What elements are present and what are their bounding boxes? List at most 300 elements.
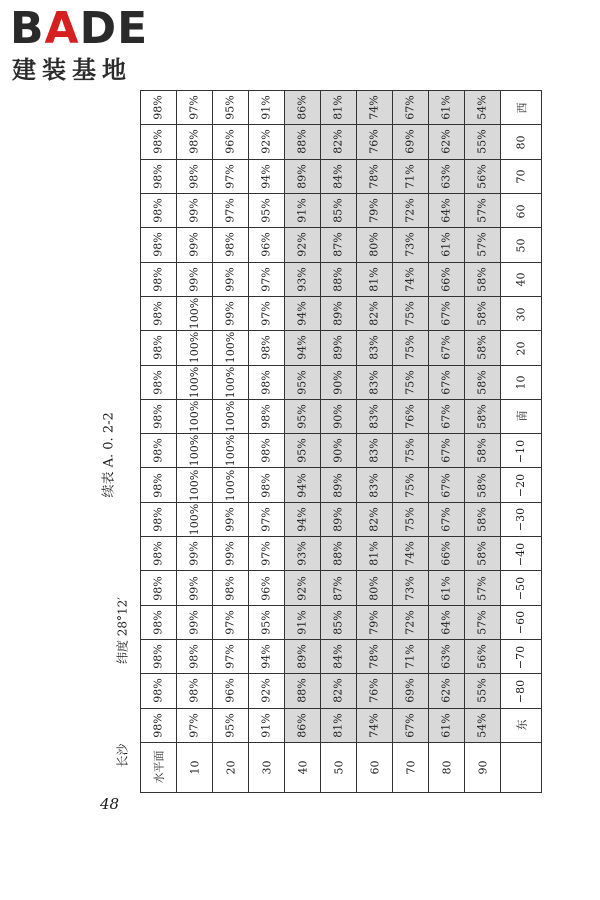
direction-label: −40 bbox=[514, 542, 528, 566]
table-cell bbox=[249, 708, 285, 742]
table-cell bbox=[141, 708, 177, 742]
table-cell bbox=[465, 399, 501, 433]
table-cell bbox=[177, 159, 213, 193]
table-cell bbox=[249, 571, 285, 605]
cell-value: 81% bbox=[331, 713, 345, 738]
table-cell bbox=[249, 537, 285, 571]
cell-value: 56% bbox=[475, 164, 489, 189]
cell-value: 94% bbox=[259, 164, 273, 189]
cell-value: 58% bbox=[475, 335, 489, 361]
cell-value: 76% bbox=[367, 129, 381, 155]
cell-value: 98% bbox=[151, 507, 165, 532]
cell-value: 95% bbox=[223, 713, 237, 738]
cell-value: 98% bbox=[259, 404, 273, 429]
table-cell bbox=[465, 365, 501, 399]
cell-value: 97% bbox=[259, 507, 273, 532]
table-row bbox=[141, 674, 542, 708]
table-cell bbox=[213, 434, 249, 468]
cell-value: 81% bbox=[331, 95, 345, 120]
direction-header bbox=[501, 434, 542, 468]
table-cell bbox=[321, 193, 357, 227]
cell-value: 85% bbox=[331, 198, 345, 223]
cell-value: 67% bbox=[403, 713, 417, 738]
cell-value: 90% bbox=[331, 404, 345, 429]
table-cell bbox=[285, 571, 321, 605]
cell-value: 89% bbox=[295, 644, 309, 669]
cell-value: 98% bbox=[151, 129, 165, 155]
table-cell bbox=[213, 537, 249, 571]
cell-value: 92% bbox=[295, 232, 309, 258]
cell-value: 86% bbox=[295, 713, 309, 738]
cell-value: 66% bbox=[439, 541, 453, 566]
cell-value: 88% bbox=[331, 541, 345, 566]
angle-label: 80 bbox=[440, 760, 453, 775]
table-cell bbox=[321, 640, 357, 674]
cell-value: 64% bbox=[439, 198, 453, 223]
table-cell bbox=[141, 434, 177, 468]
cell-value: 98% bbox=[187, 164, 201, 189]
table-cell bbox=[393, 331, 429, 365]
cell-value: 90% bbox=[331, 438, 345, 464]
cell-value: 81% bbox=[367, 266, 381, 292]
cell-value: 84% bbox=[331, 644, 345, 669]
table-cell bbox=[429, 605, 465, 639]
table-cell bbox=[285, 434, 321, 468]
table-cell bbox=[285, 537, 321, 571]
table-cell bbox=[393, 193, 429, 227]
table-cell bbox=[357, 640, 393, 674]
direction-label: −60 bbox=[514, 611, 528, 635]
cell-value: 95% bbox=[259, 610, 273, 635]
table-cell bbox=[177, 331, 213, 365]
table-cell bbox=[177, 434, 213, 468]
table-cell bbox=[429, 228, 465, 262]
table-cell bbox=[249, 640, 285, 674]
table-cell bbox=[177, 537, 213, 571]
corner-cell bbox=[501, 742, 542, 792]
direction-label: 60 bbox=[514, 204, 528, 219]
table-cell bbox=[249, 91, 285, 125]
cell-value: 91% bbox=[295, 610, 309, 635]
direction-header bbox=[501, 468, 542, 502]
cell-value: 98% bbox=[187, 644, 201, 669]
cell-value: 66% bbox=[439, 266, 453, 292]
table-cell bbox=[393, 365, 429, 399]
table-cell bbox=[429, 434, 465, 468]
cell-value: 75% bbox=[403, 507, 417, 532]
cell-value: 100% bbox=[187, 297, 201, 330]
table-cell bbox=[213, 125, 249, 159]
cell-value: 67% bbox=[439, 507, 453, 532]
table-cell bbox=[393, 640, 429, 674]
table-row bbox=[141, 434, 542, 468]
cell-value: 97% bbox=[223, 164, 237, 189]
cell-value: 61% bbox=[439, 232, 453, 258]
cell-value: 98% bbox=[151, 95, 165, 120]
angle-label: 90 bbox=[476, 760, 489, 775]
direction-header bbox=[501, 262, 542, 296]
cell-value: 84% bbox=[331, 164, 345, 189]
table-cell bbox=[177, 605, 213, 639]
cell-value: 67% bbox=[439, 369, 453, 395]
cell-value: 67% bbox=[439, 438, 453, 464]
cell-value: 98% bbox=[151, 438, 165, 464]
table-cell bbox=[141, 125, 177, 159]
direction-label: 10 bbox=[514, 375, 528, 390]
direction-header bbox=[501, 159, 542, 193]
cell-value: 100% bbox=[223, 366, 237, 398]
cell-value: 61% bbox=[439, 575, 453, 601]
table-cell bbox=[213, 502, 249, 536]
angle-header bbox=[141, 742, 177, 792]
table-cell bbox=[141, 537, 177, 571]
cell-value: 72% bbox=[403, 198, 417, 223]
table-cell bbox=[249, 159, 285, 193]
direction-label: −20 bbox=[514, 473, 528, 498]
table-cell bbox=[429, 365, 465, 399]
table-cell bbox=[213, 296, 249, 330]
table-cell bbox=[141, 674, 177, 708]
cell-value: 69% bbox=[403, 678, 417, 704]
cell-value: 97% bbox=[223, 644, 237, 669]
cell-value: 96% bbox=[223, 678, 237, 704]
cell-value: 63% bbox=[439, 164, 453, 189]
angle-header bbox=[429, 742, 465, 792]
table-cell bbox=[177, 502, 213, 536]
cell-value: 96% bbox=[259, 575, 273, 601]
cell-value: 75% bbox=[403, 335, 417, 361]
table-cell bbox=[357, 193, 393, 227]
data-table bbox=[140, 90, 542, 793]
table-cell bbox=[177, 571, 213, 605]
table-cell bbox=[177, 228, 213, 262]
cell-value: 83% bbox=[367, 369, 381, 395]
cell-value: 80% bbox=[367, 232, 381, 258]
table-row bbox=[141, 640, 542, 674]
table-cell bbox=[141, 365, 177, 399]
table-cell bbox=[141, 399, 177, 433]
angle-label: 10 bbox=[188, 760, 201, 775]
direction-header bbox=[501, 365, 542, 399]
cell-value: 74% bbox=[403, 541, 417, 566]
table-row bbox=[141, 193, 542, 227]
cell-value: 92% bbox=[259, 129, 273, 155]
direction-header bbox=[501, 502, 542, 536]
cell-value: 55% bbox=[475, 678, 489, 704]
data-table-container bbox=[140, 90, 530, 792]
logo-wordmark: BADE bbox=[10, 3, 149, 54]
cell-value: 82% bbox=[331, 678, 345, 704]
direction-label: −70 bbox=[514, 645, 528, 669]
cell-value: 93% bbox=[295, 266, 309, 292]
cell-value: 79% bbox=[367, 198, 381, 223]
cell-value: 71% bbox=[403, 644, 417, 669]
cell-value: 67% bbox=[439, 301, 453, 326]
cell-value: 74% bbox=[403, 266, 417, 292]
table-cell bbox=[249, 365, 285, 399]
table-cell bbox=[285, 674, 321, 708]
direction-label: −10 bbox=[514, 439, 528, 463]
table-cell bbox=[465, 640, 501, 674]
cell-value: 98% bbox=[151, 575, 165, 601]
direction-label: −80 bbox=[514, 679, 528, 704]
cell-value: 57% bbox=[475, 575, 489, 601]
table-row bbox=[141, 125, 542, 159]
table-cell bbox=[321, 537, 357, 571]
table-cell bbox=[357, 571, 393, 605]
table-cell bbox=[213, 674, 249, 708]
table-cell bbox=[321, 708, 357, 742]
cell-value: 76% bbox=[403, 404, 417, 429]
table-cell bbox=[285, 502, 321, 536]
table-cell bbox=[213, 468, 249, 502]
latitude-box bbox=[110, 590, 134, 670]
cell-value: 73% bbox=[403, 575, 417, 601]
cell-value: 100% bbox=[187, 400, 201, 433]
table-cell bbox=[357, 262, 393, 296]
table-cell bbox=[213, 159, 249, 193]
cell-value: 94% bbox=[295, 472, 309, 498]
direction-label: 南 bbox=[515, 410, 528, 422]
cell-value: 91% bbox=[259, 713, 273, 738]
cell-value: 62% bbox=[439, 678, 453, 704]
table-cell bbox=[465, 502, 501, 536]
table-cell bbox=[213, 365, 249, 399]
table-cell bbox=[357, 91, 393, 125]
table-row bbox=[141, 708, 542, 742]
cell-value: 73% bbox=[403, 232, 417, 258]
table-cell bbox=[213, 262, 249, 296]
table-row bbox=[141, 502, 542, 536]
table-row bbox=[141, 468, 542, 502]
cell-value: 75% bbox=[403, 472, 417, 498]
cell-value: 54% bbox=[475, 95, 489, 120]
angle-header-row bbox=[141, 742, 542, 792]
direction-header bbox=[501, 296, 542, 330]
table-cell bbox=[213, 331, 249, 365]
table-cell bbox=[357, 125, 393, 159]
table-cell bbox=[177, 91, 213, 125]
table-cell bbox=[429, 125, 465, 159]
table-cell bbox=[285, 365, 321, 399]
direction-header bbox=[501, 571, 542, 605]
direction-label: 40 bbox=[514, 272, 528, 287]
table-cell bbox=[429, 571, 465, 605]
table-cell bbox=[141, 262, 177, 296]
table-cell bbox=[285, 708, 321, 742]
table-cell bbox=[429, 708, 465, 742]
table-cell bbox=[465, 468, 501, 502]
table-row bbox=[141, 331, 542, 365]
table-cell bbox=[321, 674, 357, 708]
cell-value: 98% bbox=[151, 610, 165, 635]
table-cell bbox=[213, 605, 249, 639]
table-cell bbox=[321, 571, 357, 605]
table-cell bbox=[465, 296, 501, 330]
cell-value: 58% bbox=[475, 472, 489, 498]
table-title-box bbox=[95, 412, 119, 498]
table-cell bbox=[321, 399, 357, 433]
cell-value: 89% bbox=[331, 301, 345, 326]
table-cell bbox=[393, 708, 429, 742]
table-cell bbox=[321, 125, 357, 159]
table-cell bbox=[285, 193, 321, 227]
table-cell bbox=[357, 502, 393, 536]
cell-value: 89% bbox=[331, 335, 345, 361]
table-cell bbox=[357, 605, 393, 639]
cell-value: 88% bbox=[331, 266, 345, 292]
table-cell bbox=[429, 296, 465, 330]
table-cell bbox=[321, 159, 357, 193]
city-label: 长沙 bbox=[115, 743, 130, 768]
table-row bbox=[141, 262, 542, 296]
table-cell bbox=[393, 262, 429, 296]
table-cell bbox=[321, 91, 357, 125]
table-title: 续表 A. 0. 2-2 bbox=[101, 412, 117, 498]
direction-header bbox=[501, 331, 542, 365]
cell-value: 87% bbox=[331, 575, 345, 601]
table-cell bbox=[285, 605, 321, 639]
cell-value: 87% bbox=[331, 232, 345, 258]
cell-value: 81% bbox=[367, 541, 381, 566]
cell-value: 94% bbox=[295, 335, 309, 361]
cell-value: 96% bbox=[223, 129, 237, 155]
table-cell bbox=[249, 605, 285, 639]
table-cell bbox=[321, 262, 357, 296]
table-cell bbox=[285, 228, 321, 262]
cell-value: 58% bbox=[475, 541, 489, 566]
cell-value: 95% bbox=[223, 95, 237, 120]
table-cell bbox=[141, 296, 177, 330]
cell-value: 57% bbox=[475, 198, 489, 223]
table-cell bbox=[357, 434, 393, 468]
cell-value: 99% bbox=[187, 232, 201, 258]
angle-label: 30 bbox=[260, 760, 273, 775]
cell-value: 89% bbox=[331, 507, 345, 532]
logo bbox=[10, 3, 180, 86]
direction-label: −30 bbox=[514, 508, 528, 532]
cell-value: 78% bbox=[367, 644, 381, 669]
cell-value: 98% bbox=[151, 541, 165, 566]
cell-value: 83% bbox=[367, 472, 381, 498]
direction-label: −50 bbox=[514, 576, 528, 601]
table-cell bbox=[177, 640, 213, 674]
table-cell bbox=[141, 193, 177, 227]
cell-value: 100% bbox=[187, 366, 201, 398]
table-cell bbox=[357, 468, 393, 502]
table-cell bbox=[285, 640, 321, 674]
cell-value: 98% bbox=[151, 266, 165, 292]
table-cell bbox=[393, 296, 429, 330]
cell-value: 79% bbox=[367, 610, 381, 635]
angle-header bbox=[393, 742, 429, 792]
table-cell bbox=[465, 434, 501, 468]
direction-label: 东 bbox=[515, 719, 528, 731]
cell-value: 82% bbox=[367, 507, 381, 532]
cell-value: 98% bbox=[259, 438, 273, 464]
table-cell bbox=[285, 399, 321, 433]
angle-header bbox=[213, 742, 249, 792]
table-row bbox=[141, 537, 542, 571]
table-cell bbox=[249, 228, 285, 262]
direction-label: 70 bbox=[514, 169, 528, 184]
table-cell bbox=[249, 399, 285, 433]
table-cell bbox=[429, 468, 465, 502]
city-box bbox=[110, 735, 134, 775]
table-cell bbox=[465, 571, 501, 605]
table-row bbox=[141, 159, 542, 193]
table-cell bbox=[465, 605, 501, 639]
cell-value: 69% bbox=[403, 129, 417, 155]
angle-label: 40 bbox=[296, 760, 309, 775]
table-cell bbox=[213, 640, 249, 674]
table-cell bbox=[285, 331, 321, 365]
cell-value: 95% bbox=[295, 438, 309, 464]
cell-value: 67% bbox=[403, 95, 417, 120]
cell-value: 100% bbox=[223, 435, 237, 467]
cell-value: 78% bbox=[367, 164, 381, 189]
table-cell bbox=[393, 571, 429, 605]
table-cell bbox=[465, 228, 501, 262]
table-cell bbox=[249, 468, 285, 502]
table-cell bbox=[393, 502, 429, 536]
table-cell bbox=[429, 674, 465, 708]
table-cell bbox=[393, 434, 429, 468]
cell-value: 98% bbox=[223, 575, 237, 601]
cell-value: 63% bbox=[439, 644, 453, 669]
cell-value: 61% bbox=[439, 713, 453, 738]
cell-value: 99% bbox=[223, 301, 237, 326]
direction-label: 20 bbox=[514, 341, 528, 356]
cell-value: 98% bbox=[151, 335, 165, 361]
cell-value: 99% bbox=[187, 266, 201, 292]
cell-value: 64% bbox=[439, 610, 453, 635]
cell-value: 98% bbox=[151, 198, 165, 223]
cell-value: 99% bbox=[187, 198, 201, 223]
table-cell bbox=[141, 228, 177, 262]
table-cell bbox=[393, 399, 429, 433]
cell-value: 98% bbox=[151, 713, 165, 738]
cell-value: 99% bbox=[187, 610, 201, 635]
angle-header bbox=[249, 742, 285, 792]
table-cell bbox=[429, 91, 465, 125]
direction-header bbox=[501, 674, 542, 708]
table-cell bbox=[465, 125, 501, 159]
table-cell bbox=[465, 91, 501, 125]
cell-value: 98% bbox=[187, 678, 201, 704]
cell-value: 62% bbox=[439, 129, 453, 155]
cell-value: 54% bbox=[475, 713, 489, 738]
cell-value: 88% bbox=[295, 678, 309, 704]
cell-value: 95% bbox=[259, 198, 273, 223]
table-cell bbox=[465, 331, 501, 365]
table-cell bbox=[429, 193, 465, 227]
table-cell bbox=[393, 91, 429, 125]
table-cell bbox=[321, 502, 357, 536]
cell-value: 98% bbox=[259, 335, 273, 361]
table-cell bbox=[393, 228, 429, 262]
angle-label: 50 bbox=[332, 760, 345, 775]
table-cell bbox=[429, 159, 465, 193]
table-row bbox=[141, 605, 542, 639]
table-cell bbox=[321, 331, 357, 365]
table-cell bbox=[465, 708, 501, 742]
cell-value: 74% bbox=[367, 713, 381, 738]
cell-value: 98% bbox=[151, 644, 165, 669]
direction-header bbox=[501, 91, 542, 125]
table-cell bbox=[141, 468, 177, 502]
cell-value: 91% bbox=[295, 198, 309, 223]
